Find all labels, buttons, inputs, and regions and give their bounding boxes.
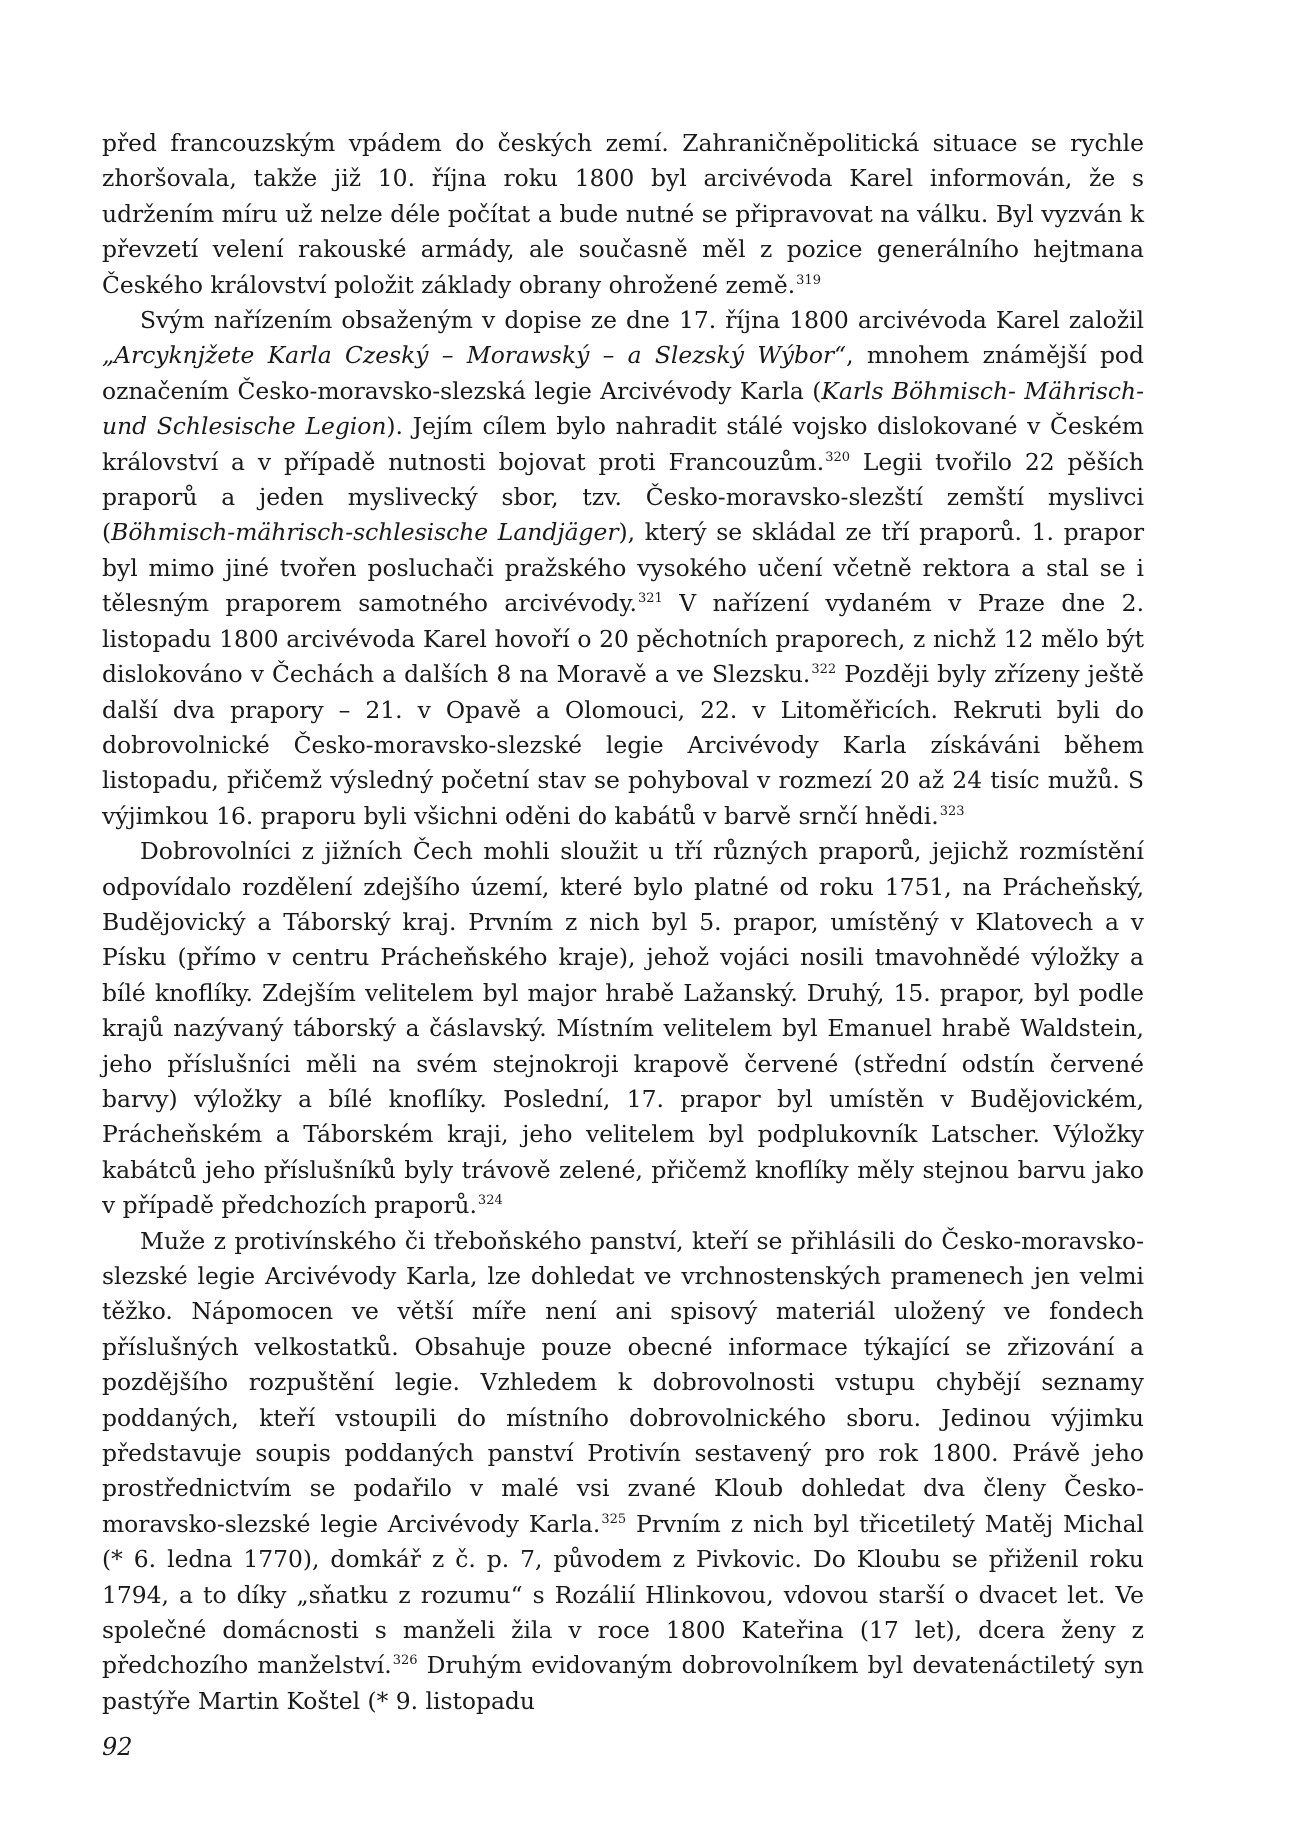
text-run: Druhým evidovaným dobrovolníkem byl devatenáctiletý syn pastýře Martin Koštel (* 9. listopadu	[102, 1651, 1144, 1715]
text-run: Svým nařízením obsaženým v dopise ze dne 17. října 1800 arcivévoda Karel založil	[140, 306, 1144, 335]
text-run: , mnohem známější pod označením Česko-moravsko-slezská legie Arcivévody Karla (	[102, 341, 1144, 405]
footnote-ref: 325	[601, 1511, 627, 1527]
italic-text: „Arcyknjžete Karla Czeský – Morawský – a Slezský Wýbor“	[102, 341, 847, 370]
text-run: Muže z protivínského či třeboňského panství, kteří se přihlásili do Česko-moravsko-slezské legie Arcivévody Karla, lze dohledat ve vrchnostenských pramenech jen velmi těžko. Nápomocen ve větší míře není ani spisový materiál uložený ve fondech příslušných velkostatků. Obsahuje pouze obecné informace týkající se zřizování a pozdějšího rozpuštění legie. Vzhledem k dobrovolnosti vstupu chybějí seznamy poddaných, kteří vstoupili do místního dobrovolnického sboru. Jedinou výjimku představuje soupis poddaných panství Protivín sestavený pro rok 1800. Právě jeho prostřednictvím se podařilo v malé vsi zvané Kloub dohledat dva členy Česko-moravsko-slezské legie Arcivévody Karla.	[102, 1226, 1144, 1538]
page-number: 92	[102, 1733, 133, 1761]
text-run: Legii tvořilo 22 pěších praporů a jeden myslivecký sbor, tzv. Česko-moravsko-slezští zemští myslivci (	[102, 447, 1145, 547]
paragraph	[102, 126, 1144, 303]
paragraph	[102, 1224, 1144, 1720]
footnote-ref: 322	[811, 662, 837, 678]
paragraph	[102, 303, 1144, 834]
footnote-ref: 319	[796, 272, 821, 288]
text-run: Prvním z nich byl třicetiletý Matěj Michal (* 6. ledna 1770), domkář z č. p. 7, původem z Pivkovic. Do Kloubu se přiženil roku 1794, a to díky „sňatku z rozumu“ s Rozálií Hlinkovou, vdovou starší o dvacet let. Ve společné domácnosti s manželi žila v roce 1800 Kateřina (17 let), dcera ženy z předchozího manželství.	[102, 1509, 1144, 1680]
text-run: Dobrovolníci z jižních Čech mohli sloužit u tří různých praporů, jejichž rozmístění odpovídalo rozdělení zdejšího území, které bylo platné od roku 1751, na Prácheňský, Budějovický a Táborský kraj. Prvním z nich byl 5. prapor, umístěný v Klatovech a v Písku (přímo v centru Prácheňského kraje), jehož vojáci nosili tmavohnědé výložky a bílé knoflíky. Zdejším velitelem byl major hrabě Lažanský. Druhý, 15. prapor, byl podle krajů nazývaný táborský a čáslavský. Místním velitelem byl Emanuel hrabě Waldstein, jeho příslušníci měli na svém stejnokroji krapově červené (střední odstín červené barvy) výložky a bílé knoflíky. Poslední, 17. prapor byl umístěn v Budějovickém, Prácheňském a Táborském kraji, jeho velitelem byl podplukovník Latscher. Výložky kabátců jeho příslušníků byly trávově zelené, přičemž knoflíky měly stejnou barvu jako v případě předchozích praporů.	[102, 837, 1144, 1220]
main-text	[102, 126, 1144, 1719]
footnote-ref: 326	[392, 1653, 418, 1669]
italic-text: Karls Böhmisch- Mährisch- und Schlesische Legion	[102, 376, 1144, 441]
paragraph	[102, 834, 1144, 1223]
text-run: V nařízení vydaném v Praze dne 2. listopadu 1800 arcivévoda Karel hovoří o 20 pěchotních praporech, z nichž 12 mělo být dislokováno v Čechách a dalších 8 na Moravě a ve Slezsku.	[102, 589, 1145, 689]
text-run: před francouzským vpádem do českých zemí. Zahraničněpolitická situace se rychle zhoršovala, takže již 10. října roku 1800 byl arcivévoda Karel informován, že s udržením míru už nelze déle počítat a bude nutné se připravovat na válku. Byl vyzván k převzetí velení rakouské armády, ale současně měl z pozice generálního hejtmana Českého království položit základy obrany ohrožené země.	[102, 129, 1144, 299]
footnote-ref: 320	[825, 449, 851, 465]
text-run: Později byly zřízeny ještě další dva prapory – 21. v Opavě a Olomouci, 22. v Litoměřicích. Rekruti byli do dobrovolnické Česko-moravsko-slezské legie Arcivévody Karla získáváni během listopadu, přičemž výsledný početní stav se pohyboval v rozmezí 20 až 24 tisíc mužů. S výjimkou 16. praporu byli všichni oděni do kabátů v barvě srnčí hnědi.	[102, 660, 1144, 830]
italic-text: Böhmisch-mährisch-schlesische Landjäger	[111, 518, 619, 547]
footnote-ref: 324	[477, 1193, 503, 1209]
text-run: ). Jejím cílem bylo nahradit stálé vojsko dislokované v Českém království a v případě nutnosti bojovat proti Francouzům.	[102, 412, 1144, 476]
footnote-ref: 323	[939, 803, 965, 819]
text-run: ), který se skládal ze tří praporů. 1. prapor byl mimo jiné tvořen posluchači pražského vysokého učení včetně rektora a stal se i tělesným praporem samotného arcivévody.	[102, 518, 1144, 618]
footnote-ref: 321	[637, 591, 663, 607]
